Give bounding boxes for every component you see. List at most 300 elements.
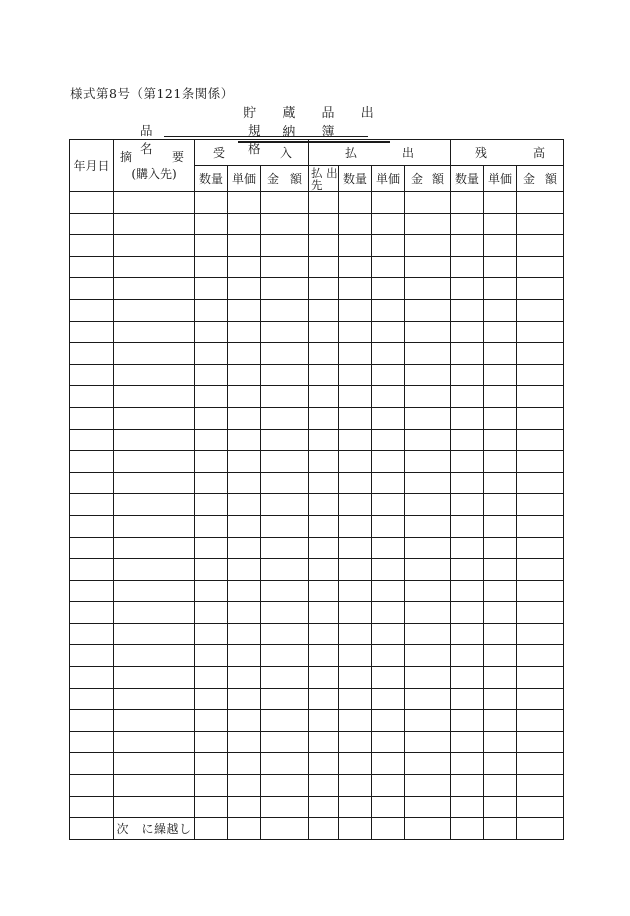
table-cell[interactable] [372, 710, 405, 732]
table-cell[interactable] [484, 299, 517, 321]
table-cell[interactable] [372, 343, 405, 365]
table-cell[interactable] [339, 775, 372, 797]
table-cell[interactable] [261, 710, 309, 732]
table-cell[interactable] [261, 537, 309, 559]
table-cell[interactable] [309, 559, 339, 581]
table-cell[interactable] [70, 451, 114, 473]
table-cell[interactable] [70, 623, 114, 645]
table-cell[interactable] [484, 192, 517, 214]
table-cell[interactable] [451, 235, 484, 257]
table-cell[interactable] [339, 407, 372, 429]
table-cell[interactable] [339, 537, 372, 559]
table-cell[interactable] [70, 364, 114, 386]
table-cell[interactable] [517, 645, 564, 667]
table-cell[interactable] [405, 667, 451, 689]
table-cell[interactable] [228, 537, 261, 559]
table-cell[interactable] [309, 580, 339, 602]
table-cell[interactable] [228, 192, 261, 214]
table-cell[interactable] [70, 775, 114, 797]
table-cell[interactable] [405, 299, 451, 321]
table-cell[interactable] [114, 299, 195, 321]
table-cell[interactable] [405, 731, 451, 753]
table-cell[interactable] [405, 213, 451, 235]
table-cell[interactable] [114, 731, 195, 753]
table-cell[interactable] [517, 213, 564, 235]
table-cell[interactable] [228, 602, 261, 624]
table-cell[interactable] [114, 429, 195, 451]
table-cell[interactable] [405, 515, 451, 537]
table-cell[interactable] [517, 731, 564, 753]
table-cell[interactable] [405, 278, 451, 300]
table-cell[interactable] [405, 472, 451, 494]
table-cell[interactable] [339, 494, 372, 516]
table-cell[interactable] [451, 192, 484, 214]
table-cell[interactable] [114, 667, 195, 689]
table-cell[interactable] [261, 688, 309, 710]
table-cell[interactable] [451, 407, 484, 429]
table-cell[interactable] [228, 559, 261, 581]
table-cell[interactable] [228, 364, 261, 386]
table-cell[interactable] [228, 731, 261, 753]
table-cell[interactable] [517, 775, 564, 797]
table-cell[interactable] [309, 731, 339, 753]
table-cell[interactable] [339, 343, 372, 365]
table-cell[interactable] [517, 753, 564, 775]
table-cell[interactable] [339, 256, 372, 278]
table-cell[interactable] [228, 710, 261, 732]
table-cell[interactable] [517, 710, 564, 732]
table-cell[interactable] [309, 192, 339, 214]
table-cell[interactable] [405, 775, 451, 797]
table-cell[interactable] [451, 775, 484, 797]
table-cell[interactable] [484, 386, 517, 408]
table-cell[interactable] [70, 343, 114, 365]
table-cell[interactable] [405, 429, 451, 451]
table-cell[interactable] [114, 753, 195, 775]
table-cell[interactable] [114, 364, 195, 386]
table-cell[interactable] [228, 775, 261, 797]
table-cell[interactable] [261, 407, 309, 429]
table-cell[interactable] [261, 299, 309, 321]
table-cell[interactable] [114, 407, 195, 429]
table-cell[interactable] [517, 559, 564, 581]
table-cell[interactable] [339, 559, 372, 581]
table-cell[interactable] [309, 710, 339, 732]
table-cell[interactable] [451, 364, 484, 386]
table-cell[interactable] [405, 386, 451, 408]
table-cell[interactable] [114, 235, 195, 257]
table-cell[interactable] [70, 796, 114, 818]
table-cell[interactable] [372, 775, 405, 797]
table-cell[interactable] [517, 623, 564, 645]
table-cell[interactable] [309, 429, 339, 451]
table-cell[interactable] [517, 407, 564, 429]
table-cell[interactable] [339, 753, 372, 775]
table-cell[interactable] [114, 580, 195, 602]
table-cell[interactable] [484, 256, 517, 278]
table-cell[interactable] [309, 256, 339, 278]
table-cell[interactable] [261, 278, 309, 300]
table-cell[interactable] [70, 688, 114, 710]
table-cell[interactable] [484, 688, 517, 710]
table-cell[interactable] [339, 580, 372, 602]
table-cell[interactable] [195, 494, 228, 516]
table-cell[interactable] [261, 364, 309, 386]
table-cell[interactable] [339, 731, 372, 753]
table-cell[interactable] [484, 753, 517, 775]
table-cell[interactable] [70, 321, 114, 343]
table-cell[interactable] [195, 278, 228, 300]
table-cell[interactable] [405, 559, 451, 581]
table-cell[interactable] [195, 710, 228, 732]
table-cell[interactable] [451, 688, 484, 710]
table-cell[interactable] [484, 364, 517, 386]
table-cell[interactable] [195, 731, 228, 753]
table-cell[interactable] [484, 645, 517, 667]
table-cell[interactable] [451, 796, 484, 818]
table-cell[interactable] [339, 321, 372, 343]
table-cell[interactable] [451, 256, 484, 278]
table-cell[interactable] [195, 472, 228, 494]
table-cell[interactable] [517, 494, 564, 516]
table-cell[interactable] [195, 580, 228, 602]
table-cell[interactable] [405, 256, 451, 278]
table-cell[interactable] [70, 667, 114, 689]
table-cell[interactable] [372, 580, 405, 602]
table-cell[interactable] [228, 299, 261, 321]
table-cell[interactable] [309, 364, 339, 386]
table-cell[interactable] [114, 386, 195, 408]
table-cell[interactable] [228, 494, 261, 516]
table-cell[interactable] [339, 796, 372, 818]
table-cell[interactable] [309, 688, 339, 710]
table-cell[interactable] [405, 623, 451, 645]
table-cell[interactable] [339, 472, 372, 494]
table-cell[interactable] [261, 451, 309, 473]
table-cell[interactable] [114, 213, 195, 235]
table-cell[interactable] [195, 386, 228, 408]
table-cell[interactable] [195, 256, 228, 278]
table-cell[interactable] [114, 623, 195, 645]
table-cell[interactable] [405, 343, 451, 365]
table-cell[interactable] [309, 515, 339, 537]
table-cell[interactable] [451, 623, 484, 645]
table-cell[interactable] [451, 299, 484, 321]
table-cell[interactable] [309, 667, 339, 689]
table-cell[interactable] [372, 407, 405, 429]
table-cell[interactable] [70, 192, 114, 214]
table-cell[interactable] [339, 192, 372, 214]
table-cell[interactable] [70, 710, 114, 732]
table-cell[interactable] [405, 321, 451, 343]
table-cell[interactable] [261, 731, 309, 753]
table-cell[interactable] [372, 472, 405, 494]
table-cell[interactable] [451, 537, 484, 559]
table-cell[interactable] [517, 580, 564, 602]
table-cell[interactable] [339, 235, 372, 257]
table-cell[interactable] [517, 429, 564, 451]
table-cell[interactable] [451, 559, 484, 581]
table-cell[interactable] [372, 515, 405, 537]
table-cell[interactable] [451, 278, 484, 300]
table-cell[interactable] [195, 364, 228, 386]
table-cell[interactable] [372, 364, 405, 386]
table-cell[interactable] [261, 256, 309, 278]
table-cell[interactable] [261, 623, 309, 645]
table-cell[interactable] [451, 472, 484, 494]
table-cell[interactable] [309, 602, 339, 624]
table-cell[interactable] [114, 472, 195, 494]
table-cell[interactable] [195, 602, 228, 624]
table-cell[interactable] [309, 278, 339, 300]
table-cell[interactable] [114, 192, 195, 214]
table-cell[interactable] [339, 623, 372, 645]
table-cell[interactable] [114, 602, 195, 624]
table-cell[interactable] [451, 321, 484, 343]
table-cell[interactable] [372, 429, 405, 451]
table-cell[interactable] [195, 688, 228, 710]
table-cell[interactable] [339, 364, 372, 386]
table-cell[interactable] [484, 235, 517, 257]
table-cell[interactable] [451, 580, 484, 602]
table-cell[interactable] [114, 278, 195, 300]
table-cell[interactable] [484, 731, 517, 753]
table-cell[interactable] [405, 407, 451, 429]
table-cell[interactable] [195, 451, 228, 473]
table-cell[interactable] [195, 343, 228, 365]
table-cell[interactable] [372, 321, 405, 343]
table-cell[interactable] [451, 515, 484, 537]
table-cell[interactable] [195, 321, 228, 343]
table-cell[interactable] [195, 667, 228, 689]
table-cell[interactable] [484, 213, 517, 235]
table-cell[interactable] [339, 667, 372, 689]
table-cell[interactable] [228, 796, 261, 818]
table-cell[interactable] [195, 235, 228, 257]
table-cell[interactable] [309, 494, 339, 516]
table-cell[interactable] [114, 796, 195, 818]
table-cell[interactable] [228, 235, 261, 257]
table-cell[interactable] [195, 537, 228, 559]
table-cell[interactable] [114, 645, 195, 667]
table-cell[interactable] [228, 472, 261, 494]
table-cell[interactable] [405, 753, 451, 775]
table-cell[interactable] [451, 710, 484, 732]
table-cell[interactable] [309, 753, 339, 775]
table-cell[interactable] [405, 796, 451, 818]
table-cell[interactable] [70, 235, 114, 257]
table-cell[interactable] [70, 602, 114, 624]
table-cell[interactable] [372, 753, 405, 775]
table-cell[interactable] [372, 602, 405, 624]
table-cell[interactable] [228, 278, 261, 300]
table-cell[interactable] [70, 515, 114, 537]
table-cell[interactable] [114, 451, 195, 473]
table-cell[interactable] [309, 645, 339, 667]
table-cell[interactable] [70, 407, 114, 429]
table-cell[interactable] [195, 192, 228, 214]
table-cell[interactable] [517, 472, 564, 494]
table-cell[interactable] [372, 213, 405, 235]
table-cell[interactable] [261, 429, 309, 451]
table-cell[interactable] [261, 235, 309, 257]
table-cell[interactable] [70, 278, 114, 300]
table-cell[interactable] [451, 343, 484, 365]
table-cell[interactable] [70, 645, 114, 667]
table-cell[interactable] [484, 796, 517, 818]
table-cell[interactable] [405, 580, 451, 602]
table-cell[interactable] [228, 429, 261, 451]
table-cell[interactable] [451, 451, 484, 473]
table-cell[interactable] [372, 731, 405, 753]
table-cell[interactable] [114, 537, 195, 559]
table-cell[interactable] [114, 321, 195, 343]
table-cell[interactable] [372, 688, 405, 710]
table-cell[interactable] [451, 494, 484, 516]
table-cell[interactable] [372, 667, 405, 689]
table-cell[interactable] [309, 343, 339, 365]
table-cell[interactable] [451, 667, 484, 689]
table-cell[interactable] [309, 213, 339, 235]
table-cell[interactable] [372, 623, 405, 645]
table-cell[interactable] [517, 192, 564, 214]
table-cell[interactable] [309, 472, 339, 494]
table-cell[interactable] [339, 645, 372, 667]
table-cell[interactable] [261, 213, 309, 235]
table-cell[interactable] [484, 407, 517, 429]
table-cell[interactable] [261, 602, 309, 624]
table-cell[interactable] [517, 667, 564, 689]
table-cell[interactable] [484, 278, 517, 300]
table-cell[interactable] [372, 256, 405, 278]
table-cell[interactable] [70, 213, 114, 235]
table-cell[interactable] [195, 645, 228, 667]
table-cell[interactable] [228, 451, 261, 473]
table-cell[interactable] [114, 710, 195, 732]
table-cell[interactable] [228, 688, 261, 710]
table-cell[interactable] [70, 731, 114, 753]
table-cell[interactable] [517, 451, 564, 473]
table-cell[interactable] [70, 537, 114, 559]
table-cell[interactable] [70, 580, 114, 602]
table-cell[interactable] [195, 299, 228, 321]
table-cell[interactable] [114, 494, 195, 516]
table-cell[interactable] [261, 559, 309, 581]
table-cell[interactable] [261, 775, 309, 797]
table-cell[interactable] [484, 559, 517, 581]
table-cell[interactable] [70, 386, 114, 408]
table-cell[interactable] [405, 602, 451, 624]
table-cell[interactable] [261, 494, 309, 516]
table-cell[interactable] [309, 386, 339, 408]
table-cell[interactable] [195, 429, 228, 451]
table-cell[interactable] [451, 645, 484, 667]
table-cell[interactable] [405, 537, 451, 559]
table-cell[interactable] [451, 429, 484, 451]
table-cell[interactable] [195, 775, 228, 797]
table-cell[interactable] [261, 515, 309, 537]
table-cell[interactable] [70, 494, 114, 516]
table-cell[interactable] [484, 667, 517, 689]
table-cell[interactable] [451, 731, 484, 753]
table-cell[interactable] [228, 580, 261, 602]
table-cell[interactable] [484, 710, 517, 732]
table-cell[interactable] [261, 321, 309, 343]
table-cell[interactable] [261, 796, 309, 818]
table-cell[interactable] [405, 235, 451, 257]
table-cell[interactable] [114, 515, 195, 537]
table-cell[interactable] [261, 645, 309, 667]
table-cell[interactable] [484, 451, 517, 473]
table-cell[interactable] [484, 343, 517, 365]
table-cell[interactable] [309, 775, 339, 797]
table-cell[interactable] [484, 623, 517, 645]
table-cell[interactable] [372, 796, 405, 818]
table-cell[interactable] [372, 278, 405, 300]
table-cell[interactable] [228, 753, 261, 775]
table-cell[interactable] [484, 580, 517, 602]
table-cell[interactable] [309, 299, 339, 321]
table-cell[interactable] [372, 559, 405, 581]
table-cell[interactable] [261, 472, 309, 494]
table-cell[interactable] [405, 192, 451, 214]
table-cell[interactable] [228, 343, 261, 365]
table-cell[interactable] [372, 494, 405, 516]
table-cell[interactable] [70, 472, 114, 494]
table-cell[interactable] [372, 645, 405, 667]
table-cell[interactable] [451, 602, 484, 624]
table-cell[interactable] [114, 343, 195, 365]
table-cell[interactable] [195, 213, 228, 235]
table-cell[interactable] [339, 299, 372, 321]
table-cell[interactable] [70, 753, 114, 775]
table-cell[interactable] [114, 688, 195, 710]
table-cell[interactable] [405, 688, 451, 710]
table-cell[interactable] [70, 256, 114, 278]
table-cell[interactable] [484, 775, 517, 797]
table-cell[interactable] [228, 515, 261, 537]
table-cell[interactable] [114, 559, 195, 581]
table-cell[interactable] [372, 451, 405, 473]
table-cell[interactable] [309, 321, 339, 343]
table-cell[interactable] [405, 364, 451, 386]
table-cell[interactable] [484, 429, 517, 451]
table-cell[interactable] [70, 559, 114, 581]
table-cell[interactable] [339, 429, 372, 451]
table-cell[interactable] [405, 710, 451, 732]
table-cell[interactable] [517, 364, 564, 386]
table-cell[interactable] [228, 645, 261, 667]
table-cell[interactable] [484, 537, 517, 559]
table-cell[interactable] [228, 623, 261, 645]
table-cell[interactable] [517, 343, 564, 365]
table-cell[interactable] [339, 213, 372, 235]
table-cell[interactable] [484, 515, 517, 537]
table-cell[interactable] [114, 775, 195, 797]
table-cell[interactable] [517, 256, 564, 278]
table-cell[interactable] [309, 235, 339, 257]
table-cell[interactable] [372, 386, 405, 408]
table-cell[interactable] [451, 753, 484, 775]
table-cell[interactable] [261, 580, 309, 602]
table-cell[interactable] [228, 667, 261, 689]
table-cell[interactable] [261, 667, 309, 689]
table-cell[interactable] [339, 688, 372, 710]
table-cell[interactable] [484, 494, 517, 516]
table-cell[interactable] [261, 753, 309, 775]
table-cell[interactable] [309, 407, 339, 429]
table-cell[interactable] [228, 213, 261, 235]
